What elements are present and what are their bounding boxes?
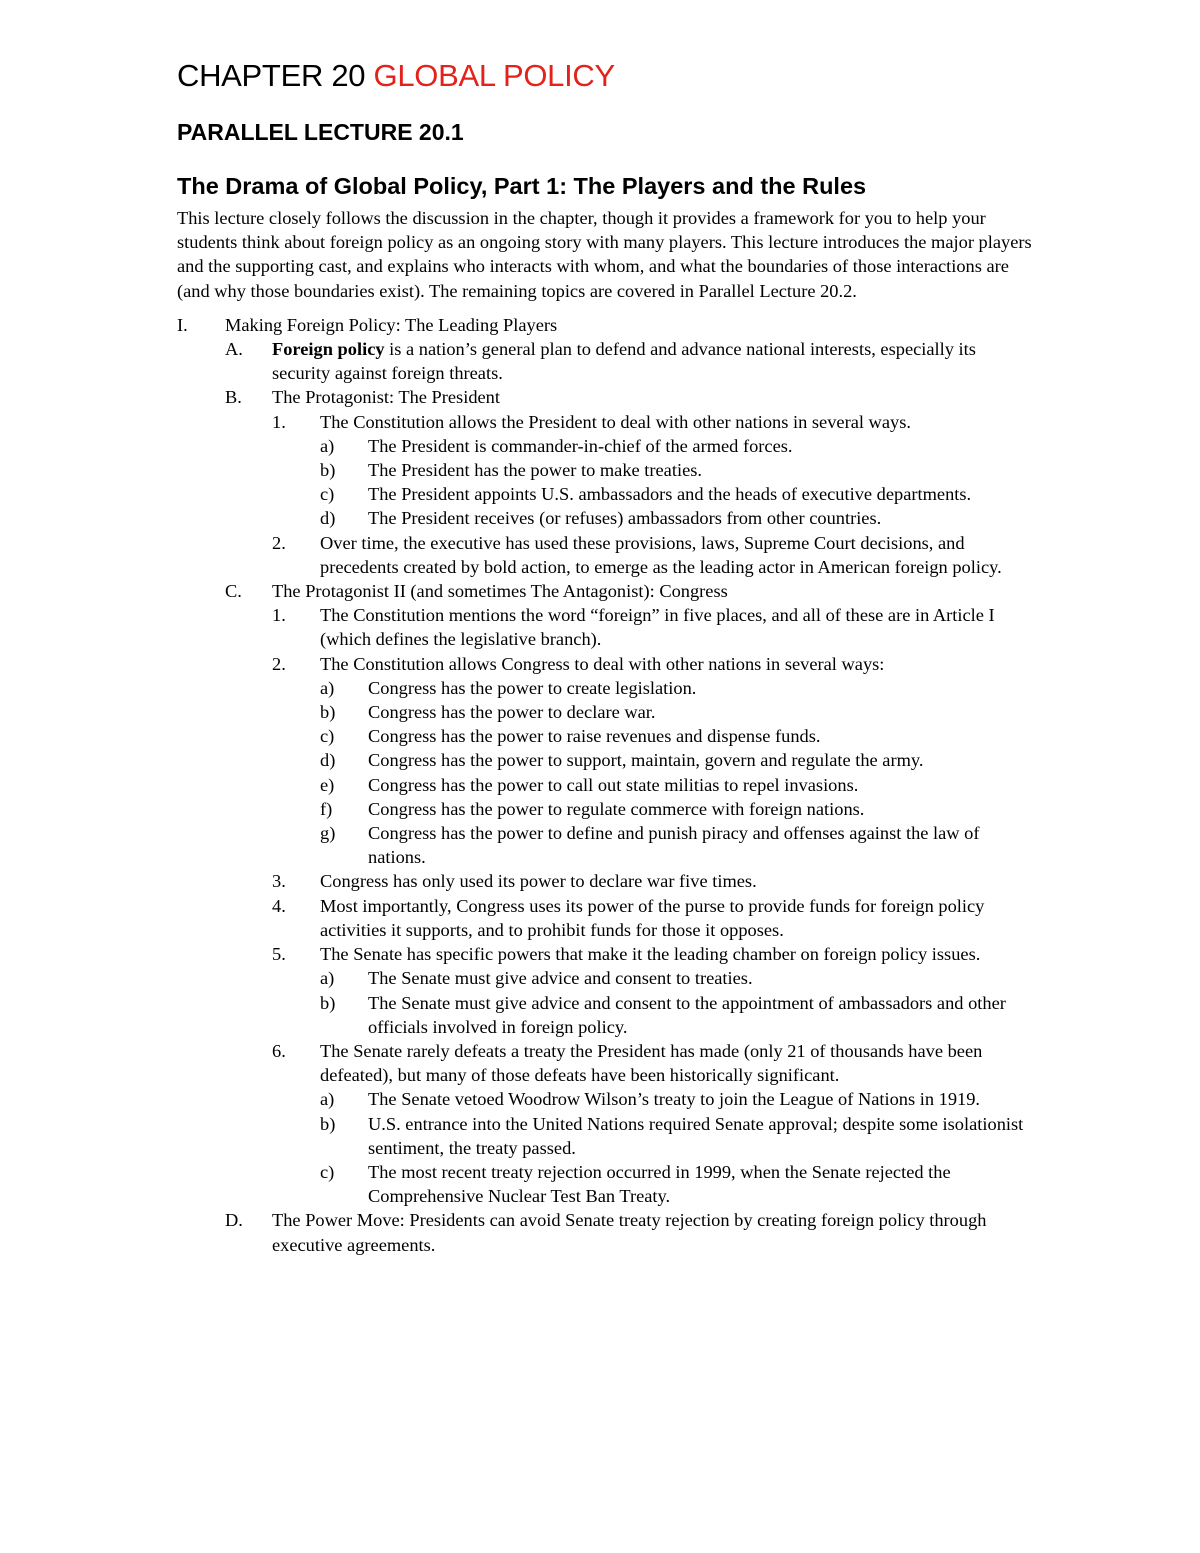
outline-text: Congress has the power to define and punish piracy and offenses against the law of nations.: [368, 823, 980, 868]
outline-text: The Constitution allows the President to deal with other nations in several ways.: [320, 411, 911, 432]
outline-text: The President receives (or refuses) ambassadors from other countries.: [368, 508, 882, 529]
outline-marker: b): [320, 1113, 336, 1134]
outline-item: [272, 869, 1037, 893]
outline-item: [320, 506, 1037, 530]
outline-marker: 4.: [272, 895, 286, 916]
outline-text: Congress has the power to declare war.: [368, 702, 656, 723]
outline-text: The Senate must give advice and consent to the appointment of ambassadors and other officials involved in foreign policy.: [368, 992, 1006, 1037]
lecture-title: The Drama of Global Policy, Part 1: The Players and the Rules: [177, 173, 867, 199]
outline-text: The most recent treaty rejection occurred in 1999, when the Senate rejected the Comprehensive Nuclear Test Ban Treaty.: [368, 1161, 951, 1207]
intro-paragraph: This lecture closely follows the discussion in the chapter, though it provides a framework for you to help your students think about foreign policy as an ongoing story with many players. This lecture introduces the major players and the supporting cast, and explains who interacts with whom, and what the boundaries of those interactions are (and why those boundaries exist). The remaining topics are covered in Parallel Lecture 20.2.: [177, 208, 1032, 301]
outline-item: [320, 773, 1037, 797]
outline-marker: C.: [225, 581, 242, 602]
outline-marker: 5.: [272, 944, 286, 965]
outline-item: [320, 482, 1037, 506]
outline-item: [320, 1160, 1037, 1208]
outline-marker: a): [320, 1089, 335, 1110]
outline-marker: A.: [225, 339, 243, 360]
outline-marker: 1.: [272, 411, 286, 432]
outline-text: Congress has the power to support, maintain, govern and regulate the army.: [368, 750, 924, 771]
outline-item: [320, 991, 1037, 1039]
outline-marker: d): [320, 508, 336, 529]
outline-text: The Senate has specific powers that make it the leading chamber on foreign policy issues.: [320, 944, 981, 965]
lecture-number: PARALLEL LECTURE 20.1: [177, 119, 464, 145]
outline-text: Congress has the power to regulate commerce with foreign nations.: [368, 798, 865, 819]
document-page: [177, 52, 1037, 1257]
outline-marker: a): [320, 435, 335, 456]
outline-text: The Protagonist II (and sometimes The Antagonist): Congress: [272, 581, 728, 602]
outline-text: Congress has only used its power to declare war five times.: [320, 871, 757, 892]
outline-marker: b): [320, 460, 336, 481]
outline-text: The Senate rarely defeats a treaty the President has made (only 21 of thousands have been defeated), but many of those defeats have been historically significant.: [320, 1040, 983, 1086]
outline-text: The President is commander-in-chief of the armed forces.: [368, 435, 793, 456]
chapter-topic: GLOBAL POLICY: [373, 58, 615, 93]
outline-item: [272, 1039, 1037, 1087]
outline-text: The Constitution allows Congress to deal with other nations in several ways:: [320, 653, 885, 674]
key-term: Foreign policy: [272, 339, 385, 360]
outline-marker: 3.: [272, 871, 286, 892]
outline-item: [320, 821, 1037, 869]
outline-text: The Constitution mentions the word “foreign” in five places, and all of these are in Article I (which defines the legislative branch).: [320, 605, 995, 650]
outline-marker: c): [320, 484, 335, 505]
outline-marker: B.: [225, 387, 242, 408]
outline-item: [272, 942, 1037, 966]
outline-marker: a): [320, 677, 335, 698]
outline-marker: c): [320, 1161, 335, 1182]
outline-item: [320, 797, 1037, 821]
outline-text: The Power Move: Presidents can avoid Senate treaty rejection by creating foreign policy through executive agreements.: [272, 1210, 987, 1255]
outline-marker: D.: [225, 1210, 243, 1231]
outline-text: The President has the power to make treaties.: [368, 460, 702, 481]
outline-item: [320, 1087, 1037, 1111]
outline-marker: e): [320, 774, 335, 795]
outline-marker: b): [320, 702, 336, 723]
outline-marker: a): [320, 968, 335, 989]
outline-item: [272, 894, 1037, 942]
outline-text: U.S. entrance into the United Nations required Senate approval; despite some isolationist sentiment, the treaty passed.: [368, 1113, 1024, 1158]
outline-text: The President appoints U.S. ambassadors and the heads of executive departments.: [368, 484, 972, 505]
outline-marker: f): [320, 798, 333, 819]
outline-text: Congress has the power to create legislation.: [368, 677, 697, 698]
outline-marker: c): [320, 726, 335, 747]
outline-item: [225, 337, 1037, 385]
outline-item: [320, 434, 1037, 458]
outline-text: [272, 337, 1037, 385]
outline-text: Over time, the executive has used these provisions, laws, Supreme Court decisions, and precedents created by bold action, to emerge as the leading actor in American foreign policy.: [320, 532, 1002, 577]
outline-text-rest: is a nation’s general plan to defend and advance national interests, especially its security against foreign threats.: [272, 339, 976, 384]
outline-text: The Senate must give advice and consent to treaties.: [368, 968, 753, 989]
outline-text: Making Foreign Policy: The Leading Players: [225, 314, 558, 335]
outline-item: [272, 603, 1037, 651]
outline-marker: 6.: [272, 1040, 286, 1061]
outline-text: Congress has the power to raise revenues and dispense funds.: [368, 726, 821, 747]
outline-item: [320, 724, 1037, 748]
outline-marker: 2.: [272, 653, 286, 674]
outline-item: [320, 700, 1037, 724]
outline-item: [225, 1208, 1037, 1256]
outline-item: [272, 410, 1037, 434]
outline-text: Most importantly, Congress uses its power of the purse to provide funds for foreign policy activities it supports, and to prohibit funds for those it opposes.: [320, 895, 985, 940]
outline-marker: I.: [177, 314, 188, 335]
outline-marker: g): [320, 823, 336, 844]
chapter-prefix: CHAPTER 20: [177, 58, 374, 93]
outline-item: [320, 1112, 1037, 1160]
outline-marker: 1.: [272, 605, 286, 626]
outline-item: [272, 531, 1037, 579]
outline-item: [320, 748, 1037, 772]
outline-text: The Protagonist: The President: [272, 387, 500, 408]
outline-item: [320, 966, 1037, 990]
outline-text: Congress has the power to call out state militias to repel invasions.: [368, 774, 859, 795]
outline-item: [320, 458, 1037, 482]
lecture-outline: [177, 313, 1037, 1257]
outline-marker: b): [320, 992, 336, 1013]
outline-item: [225, 385, 1037, 409]
outline-marker: 2.: [272, 532, 286, 553]
outline-item: [320, 676, 1037, 700]
chapter-heading: [177, 52, 1037, 100]
outline-item: [272, 652, 1037, 676]
outline-text: The Senate vetoed Woodrow Wilson’s treaty to join the League of Nations in 1919.: [368, 1089, 981, 1110]
outline-item: [225, 579, 1037, 603]
outline-marker: d): [320, 750, 336, 771]
outline-item: [177, 313, 1037, 337]
